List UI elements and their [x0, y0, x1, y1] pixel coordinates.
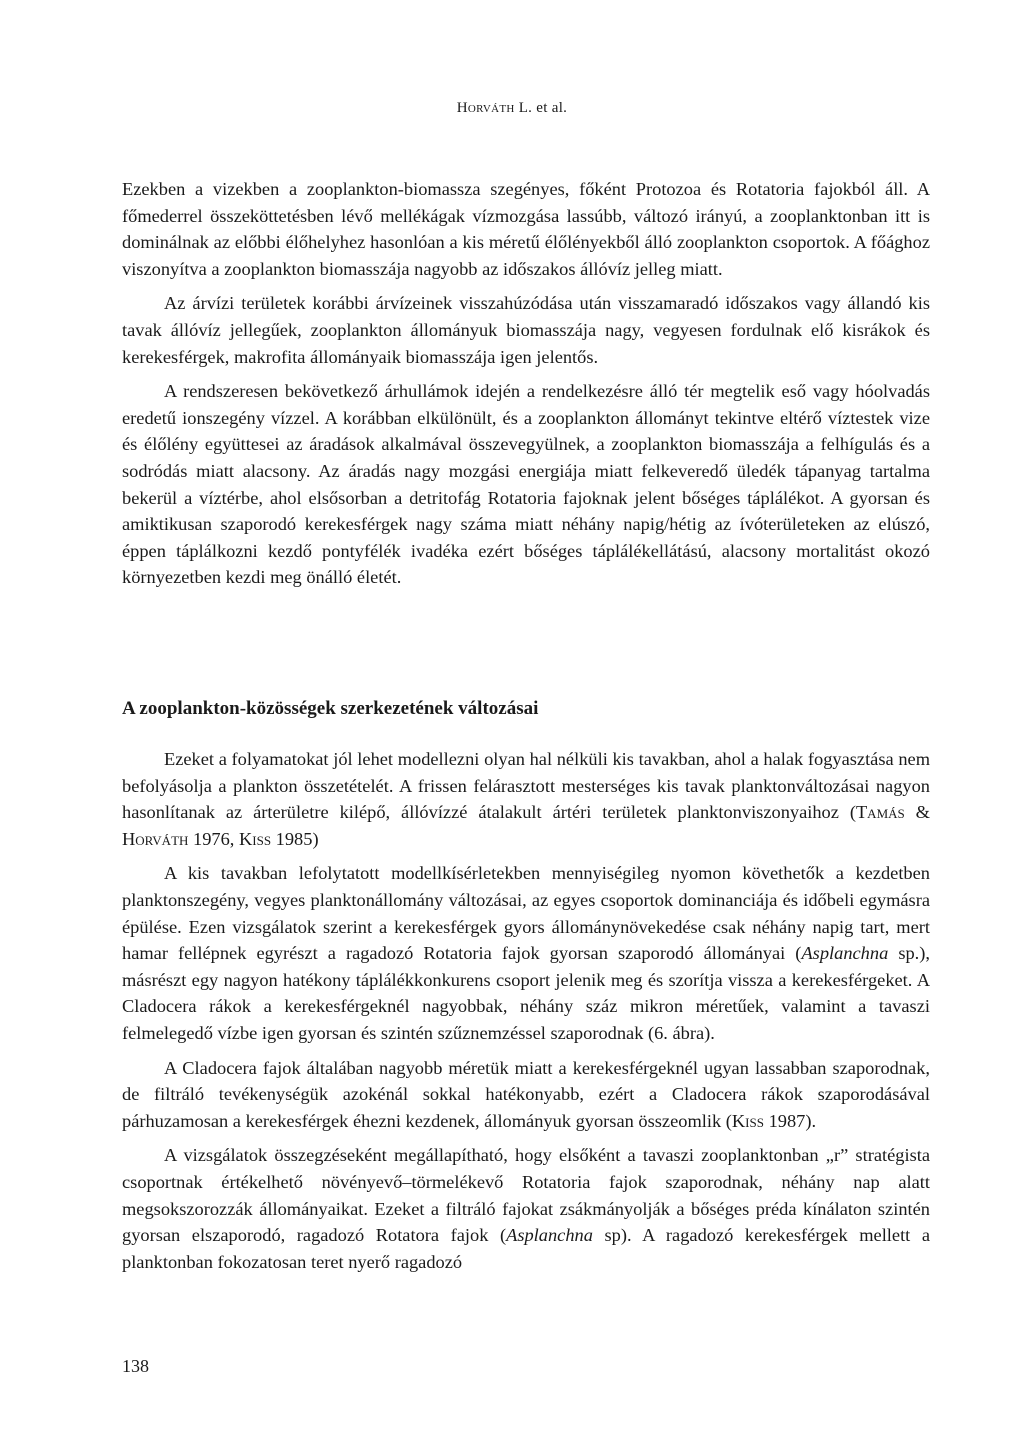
paragraph: Ezekben a vizekben a zooplankton-biomassza szegényes, főként Protozoa és Rotatoria fajokból áll. A főmederrel összeköttetésben lévő mellékágak vízmozgása lassúbb, változó irányú, a zooplanktonban itt is dominálnak az előbbi élőhelyhez hasonlóan a kis méretű élőlényekből álló zooplankton csoportok. A főághoz viszonyítva a zooplankton biomasszája nagyobb az időszakos állóvíz jelleg miatt.: [122, 179, 930, 279]
paragraph-text: A Cladocera fajok általában nagyobb méretük miatt a kerekesférgeknél ugyan lassabban szaporodnak, de filtráló tevékenységük azokénál sokkal hatékonyabb, ezért a Cladocera rákok szaporodásával párhuzamosan a kerekesférgek éhezni kezdenek, állományuk gyorsan összeomlik (: [122, 1057, 930, 1131]
taxon-name: Asplanchna: [506, 1225, 593, 1246]
paragraph: [122, 860, 930, 1046]
citation-year: 1976,: [188, 828, 239, 849]
paragraph: Az árvízi területek korábbi árvízeinek visszahúzódása után visszamaradó időszakos vagy állandó kis tavak állóvíz jellegűek, zooplankton állományuk biomasszája nagy, vegyesen fordulnak elő kisrákok és kerekesférgek, makrofita állományaik biomasszája igen jelentős.: [122, 293, 930, 367]
paragraph-text: Ezeket a folyamatokat jól lehet modellezni olyan hal nélküli kis tavakban, ahol a halak fogyasztása nem befolyásolja a plankton összetételét. A frissen felárasztott mesterséges kis tavak planktonváltozásai nagyon hasonlítanak az árterületre kilépő, állóvízzé átalakult ártéri területek planktonviszonyaihoz (: [122, 749, 930, 823]
paragraph: A rendszeresen bekövetkező árhullámok idején a rendelkezésre álló tér megtelik eső vagy hóolvadás eredetű ionszegény vízzel. A korábban elkülönült, és a zooplankton állományt tekintve eltérő víztestek vize és élőlény együttesei az áradások alkalmával összevegyülnek, a zooplankton biomasszája a felhígulás és a sodródás miatt alacsony. Az áradás nagy mozgási energiája miatt felkeveredő üledék tápanyag tartalma bekerül a víztérbe, ahol elsősorban a detritofág Rotatoria fajoknak jelent bőséges táplálékot. A gyorsan és amiktikusan szaporodó kerekesférgek nagy száma miatt néhány napig/hétig az ívóterületeken az elúszó, éppen táplálkozni kezdő pontyfélék ivadéka ezért bőséges táplálékellátású, alacsony mortalitást okozó környezetben kezdi meg önálló életét.: [122, 381, 930, 588]
paragraph-text: A kis tavakban lefolytatott modellkísérletekben mennyiségileg nyomon követhetők a kezdetben planktonszegény, vegyes planktonállomány változásai, az egyes csoportok dominanciája és időbeli egymásra épülése. Ezen vizsgálatok szerint a kerekesférgek gyors állománynövekedése csak néhány napig tart, mert hamar fellépnek egyrészt a ragadozó Rotatoria fajok gyorsan szaporodó állományai (: [122, 863, 930, 964]
citation-author: Kiss: [731, 1110, 764, 1131]
citation-author: Horváth: [122, 828, 189, 849]
running-head: [0, 100, 1024, 117]
running-head-suffix: L. et al.: [518, 100, 568, 116]
section-heading: A zooplankton-közösségek szerkezetének változásai: [122, 698, 539, 719]
paragraph-text: sp). A ragadozó kerekesférgek mellett a planktonban fokozatosan teret nyerő ragadozó: [122, 1225, 931, 1272]
section-1-body: [122, 176, 930, 591]
taxon-name: Asplanchna: [801, 943, 889, 964]
citation-author: Tamás: [855, 802, 905, 823]
page-number: 138: [122, 1356, 149, 1376]
paragraph: [122, 1142, 930, 1275]
citation-year: 1987).: [763, 1110, 817, 1131]
running-head-author: Horváth: [456, 100, 515, 116]
citation-separator: &: [904, 802, 930, 823]
section-2-body: [122, 746, 930, 1275]
citation-author: Kiss: [238, 828, 272, 849]
paragraph: [122, 1055, 930, 1135]
paragraph: [122, 746, 930, 852]
paragraph-text: sp.), másrészt egy nagyon hatékony táplálékkonkurens csoport jelenik meg és szorítja vissza a kerekesférgeket. A Cladocera rákok a kerekesférgeknél nagyobbak, néhány száz mikron méretűek, valamint a tavaszi felmelegedő vízbe igen gyorsan és szintén szűznemzéssel szaporodnak (6. ábra).: [122, 943, 930, 1043]
citation-year: 1985): [271, 828, 319, 849]
paragraph-text: A vizsgálatok összegzéseként megállapítható, hogy elsőként a tavaszi zooplanktonban „r” stratégista csoportnak értékelhető növényevő–törmelékevő Rotatoria fajok szaporodnak, néhány nap alatt megsokszorozzák állományaikat. Ezeket a filtráló fajokat zsákmányolják a bőséges préda kínálaton szintén gyorsan elszaporodó, ragadozó Rotatora fajok (: [122, 1145, 930, 1246]
